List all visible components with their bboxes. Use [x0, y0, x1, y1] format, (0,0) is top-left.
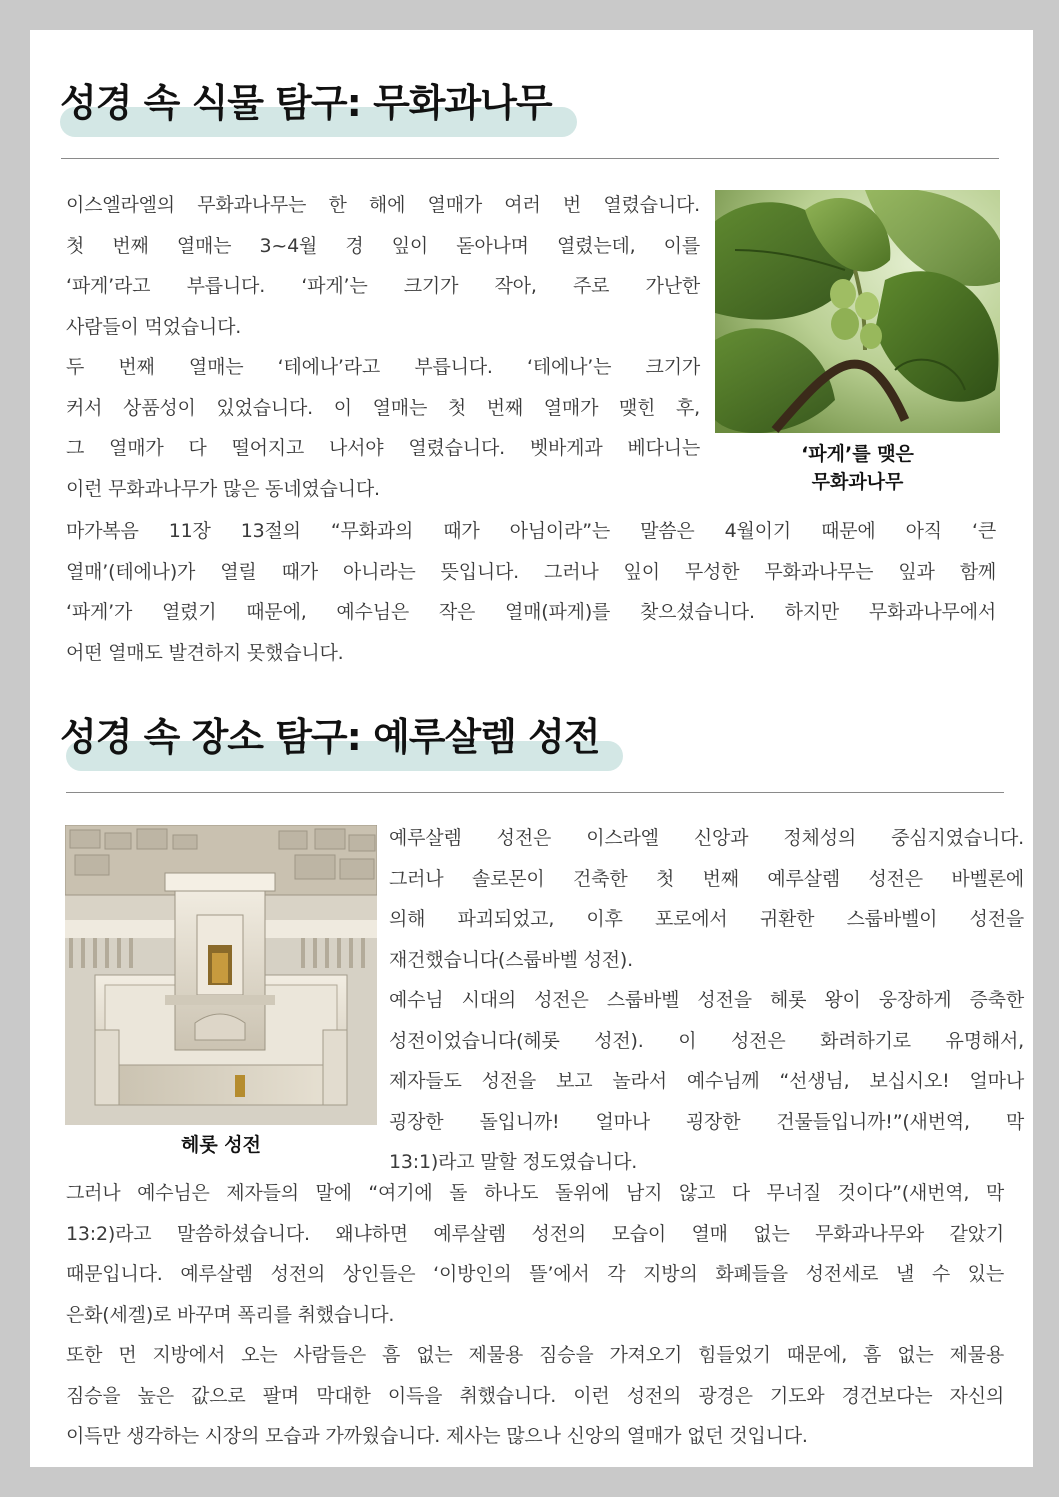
caption-line: ‘파게’를 맺은 [801, 443, 914, 465]
text-line: 의해 파괴되었고, 이후 포로에서 귀환한 스룹바벨이 성전을 [389, 908, 1024, 930]
divider-line [61, 158, 999, 159]
text-line: 그 열매가 다 떨어지고 나서야 열렸습니다. 벳바게과 베다니는 [66, 437, 700, 459]
text-line: 예수님 시대의 성전은 스룹바벨 성전을 헤롯 왕이 웅장하게 증축한 [389, 989, 1024, 1011]
text-line: 때문입니다. 예루살렘 성전의 상인들은 ‘이방인의 뜰’에서 각 지방의 화폐들을 성전세로 낼 수 있는 [66, 1263, 1004, 1285]
text-line: 성전이었습니다(헤롯 성전). 이 성전은 화려하기로 유명해서, [389, 1029, 1024, 1052]
fig-photo-caption [715, 440, 1000, 496]
text-line: 커서 상품성이 있었습니다. 이 열매는 첫 번째 열매가 맺힌 후, [66, 396, 700, 419]
text-line: 은화(세겔)로 바꾸며 폭리를 취했습니다. [66, 1303, 395, 1326]
fig-paragraph-3 [66, 511, 996, 673]
section-title-plant: 성경 속 식물 탐구: 무화과나무 [60, 81, 552, 125]
text-line: 예루살렘 성전은 이스라엘 신앙과 정체성의 중심지였습니다. [389, 827, 1024, 849]
temple-paragraph-4 [66, 1335, 1004, 1457]
fig-paragraph-1 [66, 185, 700, 347]
text-line: 재건했습니다(스룹바벨 성전). [389, 948, 633, 971]
text-line: 제자들도 성전을 보고 놀라서 예수님께 “선생님, 보십시오! 얼마나 [389, 1070, 1024, 1092]
temple-paragraph-2 [389, 980, 1024, 1183]
text-line: 13:2)라고 말씀하셨습니다. 왜냐하면 예루살렘 성전의 모습이 열매 없는 무화과나무와 같았기 [66, 1222, 1004, 1245]
page [30, 30, 1033, 1467]
text-line: 그러나 예수님은 제자들의 말에 “여기에 돌 하나도 돌위에 남지 않고 다 무너질 것이다”(새번역, 막 [66, 1182, 1004, 1204]
fig-paragraph-2 [66, 347, 700, 509]
text-line: 어떤 열매도 발견하지 못했습니다. [66, 641, 344, 664]
text-line: 첫 번째 열매는 3~4월 경 잎이 돋아나며 열렸는데, 이를 [66, 234, 700, 257]
text-line: 사람들이 먹었습니다. [66, 315, 242, 338]
text-line: 굉장한 돌입니까! 얼마나 굉장한 건물들입니까!”(새번역, 막 [389, 1110, 1024, 1133]
fig-tree-photo [715, 190, 1000, 433]
divider-line [66, 792, 1004, 793]
temple-photo-caption: 헤롯 성전 [180, 1134, 262, 1156]
text-line: 마가복음 11장 13절의 “무화과의 때가 아님이라”는 말씀은 4월이기 때문에 아직 ‘큰 [66, 520, 996, 542]
text-line: 이스엘라엘의 무화과나무는 한 해에 열매가 여러 번 열렸습니다. [66, 194, 700, 216]
caption-line: 무화과나무 [811, 471, 904, 493]
text-line: 또한 먼 지방에서 오는 사람들은 흠 없는 제물용 짐승을 가져오기 힘들었기 때문에, 흠 없는 제물용 [66, 1344, 1004, 1366]
text-line: 열매’(테에나)가 열릴 때가 아니라는 뜻입니다. 그러나 잎이 무성한 무화과나무는 잎과 함께 [66, 560, 996, 583]
text-line: 이득만 생각하는 시장의 모습과 가까웠습니다. 제사는 많으나 신앙의 열매가 없던 것입니다. [66, 1425, 808, 1447]
temple-photo [65, 825, 377, 1125]
temple-paragraph-1 [389, 818, 1024, 980]
text-line: 짐승을 높은 값으로 팔며 막대한 이득을 취했습니다. 이런 성전의 광경은 기도와 경건보다는 자신의 [66, 1384, 1004, 1407]
text-line: 이런 무화과나무가 많은 동네였습니다. [66, 477, 380, 500]
text-line: 13:1)라고 말할 정도였습니다. [389, 1151, 638, 1173]
temple-paragraph-3 [66, 1173, 1004, 1335]
text-line: ‘파게’가 열렸기 때문에, 예수님은 작은 열매(파게)를 찾으셨습니다. 하지만 무화과나무에서 [66, 601, 996, 623]
text-line: ‘파게’라고 부릅니다. ‘파게’는 크기가 작아, 주로 가난한 [66, 275, 700, 297]
section-title-place: 성경 속 장소 탐구: 예루살렘 성전 [60, 715, 600, 759]
text-line: 두 번째 열매는 ‘테에나’라고 부릅니다. ‘테에나’는 크기가 [66, 356, 700, 378]
text-line: 그러나 솔로몬이 건축한 첫 번째 예루살렘 성전은 바벨론에 [389, 867, 1024, 890]
